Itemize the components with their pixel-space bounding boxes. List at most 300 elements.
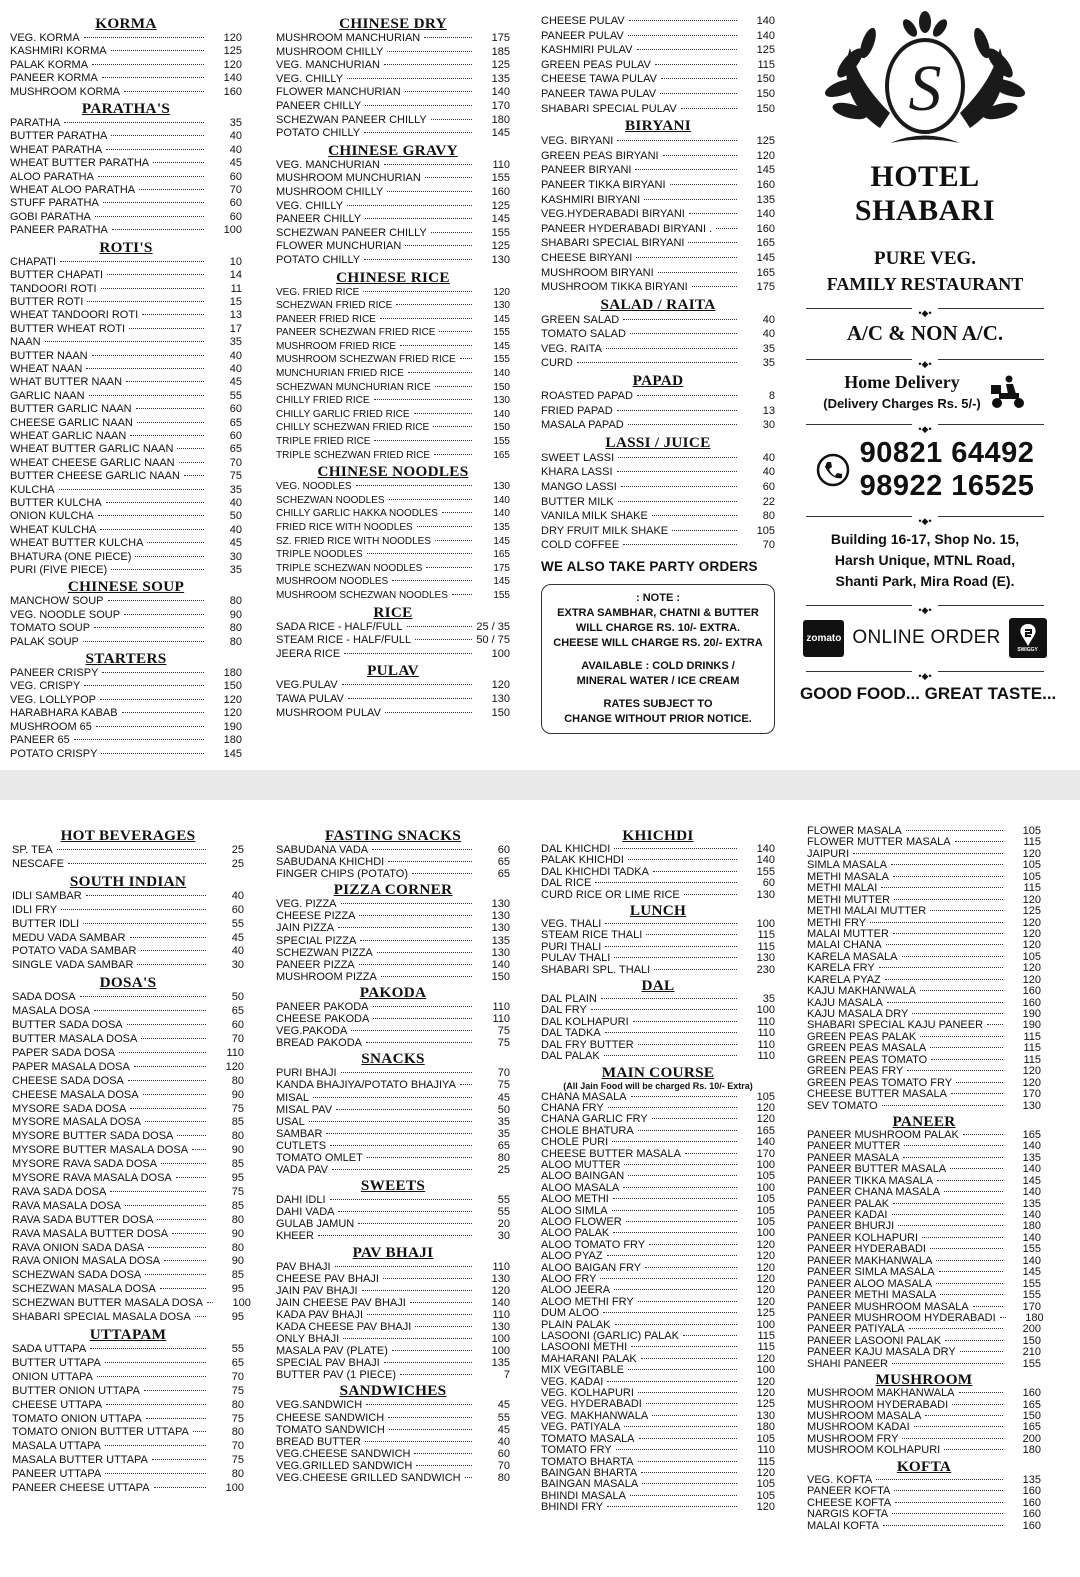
item-price: 80 xyxy=(231,1074,244,1087)
item-name: CHILLY GARLIC HAKKA NOODLES xyxy=(276,508,438,520)
menu-item xyxy=(12,1214,244,1228)
dot-leader xyxy=(160,1288,206,1289)
section-heading: SNACKS xyxy=(361,1050,425,1068)
address: Building 16-17, Shop No. 15, Harsh Unique, MTNL Road, Shanti Park, Mira Road (E). xyxy=(830,531,1020,589)
item-name: VEG.PAKODA xyxy=(276,1025,348,1038)
dot-leader xyxy=(654,969,737,970)
item-price: 70 xyxy=(497,1067,510,1080)
menu-section-snacks xyxy=(276,1050,510,1176)
menu-item xyxy=(12,1399,244,1413)
item-price: 40 xyxy=(229,362,242,375)
item-price: 145 xyxy=(493,576,510,588)
item-name: PANEER TIKKA MASALA xyxy=(807,1174,934,1187)
item-name: PANEER BHURJI xyxy=(807,1220,895,1233)
dot-leader xyxy=(606,348,737,349)
menu-item xyxy=(10,417,242,430)
menu-item xyxy=(276,326,510,340)
item-price: 50 xyxy=(229,510,242,523)
dot-leader xyxy=(641,1358,737,1359)
section-heading: CHINESE GRAVY xyxy=(328,141,458,159)
slogan: GOOD FOOD... GREAT TASTE... xyxy=(800,684,1057,703)
dot-leader xyxy=(644,199,737,200)
menu-item xyxy=(276,32,510,46)
menu-item xyxy=(276,548,510,562)
dot-leader xyxy=(630,1495,737,1496)
menu-item xyxy=(10,537,242,550)
menu-item xyxy=(12,1144,244,1158)
item-price: 115 xyxy=(757,58,775,71)
item-name: PANEER SCHEZWAN FRIED RICE xyxy=(276,327,436,339)
item-name: MUSHROOM FRIED RICE xyxy=(276,340,396,352)
dot-leader xyxy=(628,35,737,36)
dot-leader xyxy=(631,1346,737,1347)
item-price: 60 xyxy=(229,170,242,183)
item-price: 150 xyxy=(756,102,775,115)
item-name: ALOO MUTTER xyxy=(541,1158,621,1171)
item-name: GREEN SALAD xyxy=(541,313,620,326)
item-price: 155 xyxy=(493,589,510,601)
dot-leader xyxy=(612,1141,737,1142)
item-name: ALOO TOMATO FRY xyxy=(541,1238,646,1251)
item-price: 100 xyxy=(756,918,775,931)
item-price: 65 xyxy=(497,856,510,869)
menu-item xyxy=(10,524,242,537)
item-price: 130 xyxy=(491,898,510,911)
section-heading: UTTAPAM xyxy=(89,1326,167,1343)
item-name: CHILLY GARLIC FRIED RICE xyxy=(276,408,410,420)
dot-leader xyxy=(930,1047,1003,1048)
menu-section-rice xyxy=(276,604,510,662)
item-price: 45 xyxy=(229,537,242,550)
item-price: 20 xyxy=(497,1218,510,1231)
item-name: CHEESE BUTTER MASALA xyxy=(541,1147,681,1160)
item-price: 60 xyxy=(229,403,242,416)
item-name: MYSORE MASALA DOSA xyxy=(12,1116,141,1129)
menu-item xyxy=(12,918,244,932)
item-price: 95 xyxy=(231,1283,244,1296)
menu-item xyxy=(276,1104,510,1116)
dot-leader xyxy=(102,672,204,673)
item-name: MUSHROOM PIZZA xyxy=(276,970,377,983)
item-name: GREEN PEAS TOMATO xyxy=(807,1053,928,1066)
menu-item xyxy=(541,222,775,237)
item-name: VEG. RAITA xyxy=(541,342,602,355)
item-name: MUSHROOM NOODLES xyxy=(276,576,389,588)
menu-item xyxy=(12,1482,244,1496)
item-name: PALAK KORMA xyxy=(10,58,89,71)
dot-leader xyxy=(74,739,204,740)
item-price: 100 xyxy=(756,1158,775,1171)
menu-item xyxy=(12,1116,244,1130)
item-price: 45 xyxy=(229,376,242,389)
item-price: 115 xyxy=(757,1455,775,1468)
item-price: 60 xyxy=(762,877,775,890)
dot-leader xyxy=(433,426,472,427)
item-price: 140 xyxy=(756,29,775,42)
item-name: PANEER PAKODA xyxy=(276,1000,369,1013)
item-name: JAIPURI xyxy=(807,847,850,860)
menu-item xyxy=(276,449,510,463)
dot-leader xyxy=(426,567,472,568)
item-price: 100 xyxy=(491,1333,510,1346)
item-name: CHANA MASALA xyxy=(541,1090,627,1103)
item-price: 170 xyxy=(756,1147,775,1160)
section-heading: PIZZA CORNER xyxy=(333,881,453,899)
dot-leader xyxy=(388,1417,472,1418)
item-name: VEG. KORMA xyxy=(10,32,80,44)
menu-item xyxy=(10,551,242,564)
dot-leader xyxy=(909,1328,1003,1329)
item-name: MYSORE BUTTER MASALA DOSA xyxy=(12,1144,189,1157)
item-price: 170 xyxy=(1022,1088,1041,1101)
menu-section-south-indian xyxy=(12,873,244,973)
pure-veg-tag: PURE VEG. xyxy=(873,248,977,269)
dot-leader xyxy=(672,530,737,531)
item-name: WHEAT GARLIC NAAN xyxy=(10,429,127,442)
item-name: BUTTER WHEAT ROTI xyxy=(10,322,126,335)
item-name: PANEER UTTAPA xyxy=(12,1468,102,1481)
item-price: 60 xyxy=(762,481,775,494)
item-name: SPECIAL PIZZA xyxy=(276,934,357,947)
item-name: MASALA DOSA xyxy=(12,1005,91,1018)
item-name: PANEER KORMA xyxy=(10,72,98,85)
item-price: 55 xyxy=(231,1343,244,1355)
item-price: 65 xyxy=(231,1005,244,1018)
item-name: PALAK KHICHDI xyxy=(541,854,624,867)
item-name: MYSORE SADA DOSA xyxy=(12,1102,127,1115)
item-name: PANEER KOLHAPURI xyxy=(807,1231,919,1244)
menu-item xyxy=(541,1502,775,1513)
item-name: PANEER BIRYANI xyxy=(541,164,632,177)
item-name: PURI BHAJI xyxy=(276,1067,337,1080)
menu-item xyxy=(12,1269,244,1283)
item-price: 120 xyxy=(1022,847,1041,860)
menu-item xyxy=(276,1230,510,1242)
menu-item xyxy=(276,535,510,549)
item-name: BHATURA (ONE PIECE) xyxy=(10,550,132,563)
menu-item xyxy=(541,1028,775,1039)
dot-leader xyxy=(130,937,207,938)
item-name: PANEER PIZZA xyxy=(276,958,355,971)
dot-leader xyxy=(387,51,472,52)
item-price: 55 xyxy=(497,1206,510,1219)
dot-leader xyxy=(452,594,472,595)
dot-leader xyxy=(105,1362,206,1363)
item-name: DAL PLAIN xyxy=(541,993,597,1006)
section-heading: PULAV xyxy=(367,662,419,680)
dot-leader xyxy=(925,1415,1003,1416)
item-price: 80 xyxy=(229,622,242,635)
menu-item xyxy=(276,213,510,227)
dot-leader xyxy=(660,93,737,94)
item-name: ALOO MASALA xyxy=(541,1181,620,1194)
item-price: 75 xyxy=(497,1079,510,1092)
dot-leader xyxy=(96,726,204,727)
menu-section-pizza-corner xyxy=(276,881,510,983)
item-name: PANEER PATIYALA xyxy=(807,1323,905,1336)
item-price: 145 xyxy=(756,164,775,177)
menu-section-dal xyxy=(541,977,775,1062)
item-price: 85 xyxy=(231,1269,244,1282)
dot-leader xyxy=(326,1133,472,1134)
item-name: COLD COFFEE xyxy=(541,539,620,552)
menu-item xyxy=(10,403,242,416)
dot-leader xyxy=(330,1145,472,1146)
dot-leader xyxy=(112,229,204,230)
menu-item xyxy=(12,1357,244,1371)
menu-item xyxy=(276,313,510,327)
dot-leader xyxy=(377,952,472,953)
item-price: 140 xyxy=(1022,1140,1041,1153)
menu-item xyxy=(807,1267,1041,1278)
item-name: DUM ALOO xyxy=(541,1307,600,1320)
dot-leader xyxy=(365,1441,472,1442)
swiggy-logo: SWIGGY xyxy=(1009,618,1047,658)
item-price: 125 xyxy=(223,45,242,58)
item-price: 80 xyxy=(231,1241,244,1254)
dot-leader xyxy=(607,1506,737,1507)
menu-item xyxy=(541,58,775,73)
dot-leader xyxy=(366,1404,472,1405)
item-name: ROASTED PAPAD xyxy=(541,390,633,403)
menu-item xyxy=(276,562,510,576)
dot-leader xyxy=(605,946,737,947)
item-name: WHEAT BUTTER GARLIC NAAN xyxy=(10,443,174,456)
item-price: 125 xyxy=(756,1398,775,1411)
item-name: MASALA UTTAPA xyxy=(12,1440,101,1453)
item-name: USAL xyxy=(276,1115,305,1128)
item-name: VEG. PIZZA xyxy=(276,898,337,911)
item-name: KAJU MASALA xyxy=(807,996,883,1009)
item-price: 130 xyxy=(491,1321,510,1333)
item-name: PANEER PULAV xyxy=(541,29,624,42)
menu-item xyxy=(276,589,510,603)
item-name: PANEER TAWA PULAV xyxy=(541,87,657,100)
dot-leader xyxy=(139,189,204,190)
item-price: 75 xyxy=(231,1454,244,1467)
ac-tag: A/C & NON A/C. xyxy=(846,321,1004,345)
item-price: 180 xyxy=(1025,1311,1044,1324)
item-name: MUSHROOM MANCHURIAN xyxy=(276,32,421,44)
item-name: BUTTER NAAN xyxy=(10,349,88,362)
dot-leader xyxy=(894,899,1003,900)
item-name: MASALA PAV (PLATE) xyxy=(276,1345,388,1358)
dot-leader xyxy=(612,1210,737,1211)
item-name: RAVA ONION SADA DASA xyxy=(12,1241,145,1254)
item-name: ALOO METHI FRY xyxy=(541,1295,634,1308)
item-name: VEG. NOODLES xyxy=(276,481,352,493)
menu-item xyxy=(276,200,510,214)
dot-leader xyxy=(893,876,1003,877)
menu-item xyxy=(12,1343,244,1357)
item-price: 55 xyxy=(229,389,242,402)
item-price: 130 xyxy=(493,395,510,407)
dot-leader xyxy=(987,1024,1003,1025)
item-price: 30 xyxy=(762,419,775,432)
dot-leader xyxy=(343,1338,472,1339)
menu-section-roti-s xyxy=(10,239,242,578)
item-price: 65 xyxy=(231,1356,244,1369)
menu-item xyxy=(10,484,242,497)
item-name: WHEAT TANDOORI ROTI xyxy=(10,309,139,322)
menu-item xyxy=(12,932,244,946)
item-price: 140 xyxy=(756,1136,775,1149)
dot-leader xyxy=(388,861,472,862)
dot-leader xyxy=(649,1244,737,1245)
menu-item xyxy=(276,575,510,589)
dot-leader xyxy=(944,1191,1003,1192)
item-price: 40 xyxy=(762,451,775,464)
item-price: 130 xyxy=(756,888,775,901)
item-name: SHABARI SPECIAL KAJU PANEER xyxy=(807,1019,984,1032)
dot-leader xyxy=(621,486,737,487)
menu-section-continued xyxy=(807,826,1041,1112)
menu-item xyxy=(276,507,510,521)
item-price: 150 xyxy=(493,381,510,393)
menu-column-3 xyxy=(541,14,775,734)
dot-leader xyxy=(134,1066,206,1067)
dot-leader xyxy=(605,923,737,924)
family-restaurant-tag: FAMILY RESTAURANT xyxy=(826,274,1024,294)
section-heading: CHINESE SOUP xyxy=(67,578,185,596)
item-price: 100 xyxy=(756,1181,775,1194)
item-name: ALOO PYAZ xyxy=(541,1250,603,1263)
dot-leader xyxy=(127,1024,206,1025)
menu-item xyxy=(12,1426,244,1440)
menu-item xyxy=(12,1297,251,1311)
item-name: TOMATO SOUP xyxy=(10,622,91,635)
menu-item xyxy=(276,1369,510,1381)
menu-item xyxy=(276,86,510,100)
item-price: 120 xyxy=(756,1238,775,1251)
phone-icon xyxy=(816,453,850,487)
item-name: JAIN PAV BHAJI xyxy=(276,1284,358,1297)
dot-leader xyxy=(344,653,472,654)
item-name: MYSORE RAVA SADA DOSA xyxy=(12,1158,158,1171)
dot-leader xyxy=(914,1426,1003,1427)
item-price: 110 xyxy=(492,158,510,171)
item-name: PANEER METHI MASALA xyxy=(807,1289,937,1302)
item-name: LASOONI METHI xyxy=(541,1341,628,1354)
menu-item xyxy=(10,157,242,170)
item-price: 170 xyxy=(491,99,510,112)
item-price: 190 xyxy=(1022,1019,1041,1032)
dot-leader xyxy=(106,149,204,150)
item-name: SHABARI SPECIAL MASALA DOSA xyxy=(12,1311,191,1324)
item-name: METHI MASALA xyxy=(807,870,889,883)
divider: •◆• xyxy=(806,303,1044,313)
item-name: CHEESE KOFTA xyxy=(807,1496,892,1509)
menu-item xyxy=(541,1051,775,1062)
menu-item xyxy=(276,1152,510,1164)
menu-item xyxy=(10,309,242,322)
item-price: 80 xyxy=(497,1472,510,1485)
menu-item xyxy=(541,404,775,419)
item-price: 160 xyxy=(1022,1508,1041,1521)
item-price: 125 xyxy=(756,1307,775,1320)
dot-leader xyxy=(907,1070,1003,1071)
item-name: PANEER HYDERABADI xyxy=(807,1243,926,1256)
menu-item xyxy=(276,186,510,200)
available-line: AVAILABLE : COLD DRINKS / xyxy=(581,660,735,672)
item-name: PAPER MASALA DOSA xyxy=(12,1060,130,1073)
item-name: DAL RICE xyxy=(541,877,592,890)
item-price: 40 xyxy=(497,1435,510,1448)
item-name: ALOO PARATHA xyxy=(10,170,94,183)
item-name: KASHMIRI KORMA xyxy=(10,45,107,58)
dot-leader xyxy=(176,1177,206,1178)
dot-leader xyxy=(607,1255,737,1256)
item-name: BUTTER MASALA DOSA xyxy=(12,1032,138,1045)
item-price: 210 xyxy=(1022,1346,1041,1359)
item-name: SEV TOMATO xyxy=(807,1099,878,1112)
item-price: 155 xyxy=(493,436,510,448)
dot-leader xyxy=(931,1059,1003,1060)
item-price: 165 xyxy=(493,549,510,561)
dot-leader xyxy=(119,1052,206,1053)
dot-leader xyxy=(184,475,204,476)
dot-leader xyxy=(137,422,204,423)
dot-leader xyxy=(431,232,472,233)
dot-leader xyxy=(45,341,204,342)
item-price: 40 xyxy=(229,523,242,536)
item-price: 150 xyxy=(491,970,510,983)
item-price: 14 xyxy=(229,269,242,282)
item-name: PANEER KADAI xyxy=(807,1209,888,1221)
menu-item xyxy=(276,1128,510,1140)
dot-leader xyxy=(415,1326,472,1327)
dot-leader xyxy=(906,830,1003,831)
item-price: 150 xyxy=(756,87,775,100)
item-price: 75 xyxy=(231,1185,244,1198)
menu-item xyxy=(276,381,510,395)
menu-section-khichdi xyxy=(541,827,775,901)
menu-item xyxy=(541,890,775,901)
menu-item xyxy=(541,1365,775,1376)
menu-item xyxy=(276,844,510,856)
item-price: 120 xyxy=(1022,1076,1041,1089)
item-name: BHINDI FRY xyxy=(541,1501,604,1514)
item-name: PANEER SIMLA MASALA xyxy=(807,1266,935,1279)
menu-section-sweets xyxy=(276,1177,510,1242)
dot-leader xyxy=(881,887,1003,888)
item-name: BUTTER CHEESE GARLIC NAAN xyxy=(10,470,180,483)
menu-item xyxy=(276,1273,510,1285)
section-heading: CHINESE RICE xyxy=(336,268,450,286)
dot-leader xyxy=(373,1018,472,1019)
item-price: 110 xyxy=(757,1444,775,1457)
item-name: WHEAT NAAN xyxy=(10,362,83,375)
item-name: MEDU VADA SAMBAR xyxy=(12,931,126,944)
dot-leader xyxy=(341,903,472,904)
menu-item xyxy=(12,1311,244,1325)
dot-leader xyxy=(638,1130,737,1131)
dot-leader xyxy=(87,301,204,302)
item-price: 130 xyxy=(491,692,510,705)
item-name: SHAHI PANEER xyxy=(807,1357,889,1370)
item-price: 70 xyxy=(762,539,775,552)
dot-leader xyxy=(956,1082,1003,1083)
dot-leader xyxy=(891,864,1003,865)
dot-leader xyxy=(407,626,472,627)
item-name: SAMBAR xyxy=(276,1127,323,1140)
dot-leader xyxy=(146,1418,206,1419)
dot-leader xyxy=(920,990,1003,991)
menu-item xyxy=(541,178,775,193)
dot-leader xyxy=(387,191,472,192)
menu-item xyxy=(276,922,510,934)
item-price: 105 xyxy=(756,1204,775,1217)
